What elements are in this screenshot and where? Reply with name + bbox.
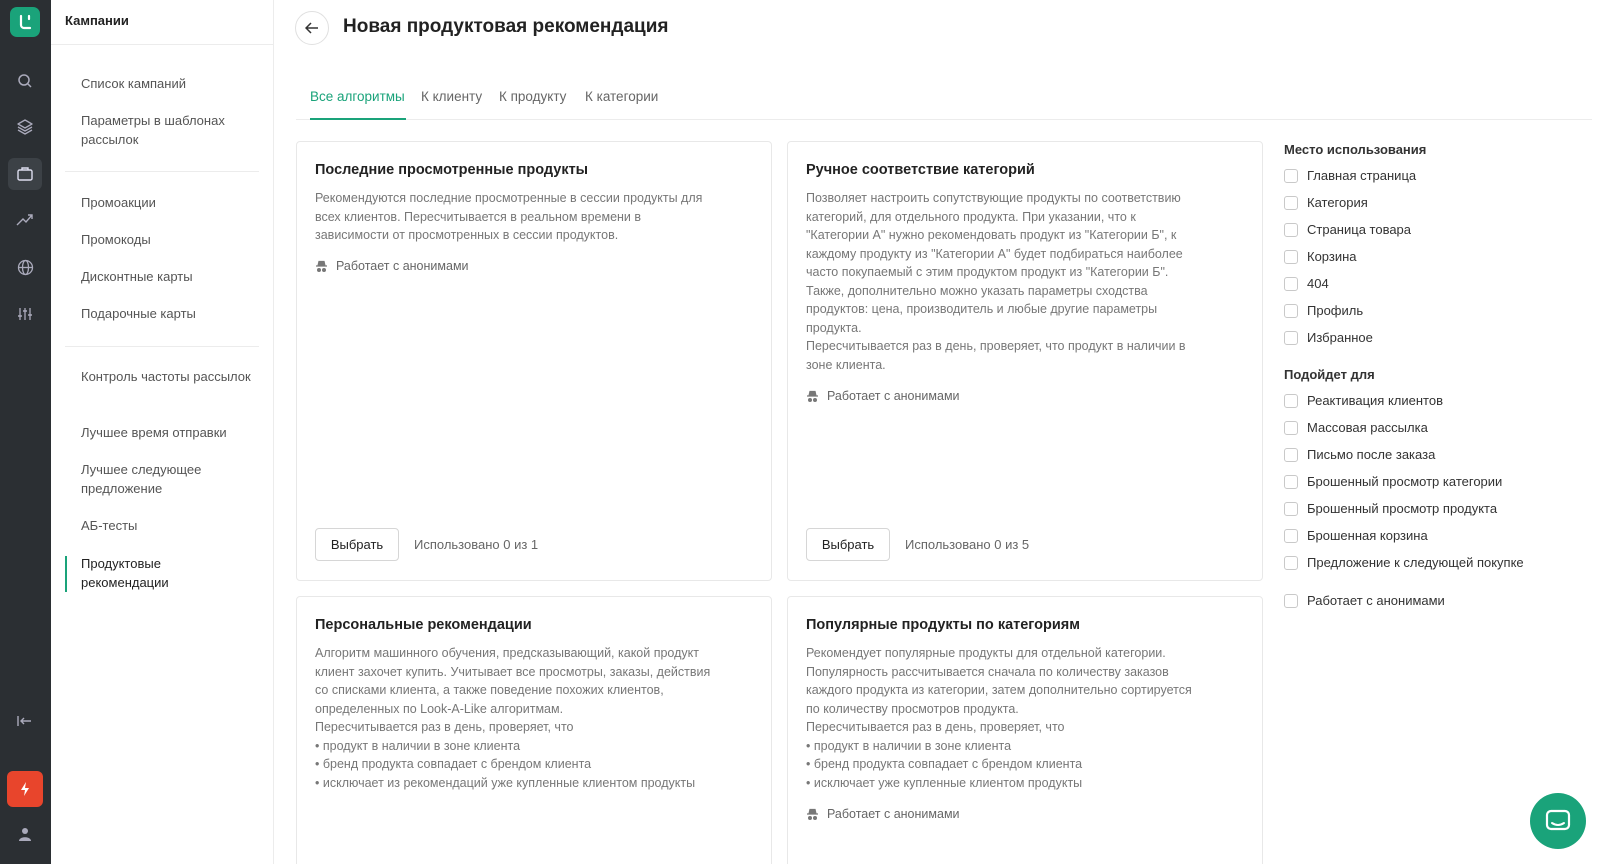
checkbox[interactable] [1284,250,1298,264]
sidebar-item-product-recommendations[interactable]: Продуктовые рекомендации [81,556,169,590]
trend-icon[interactable] [13,208,37,232]
sidebar-item-template-params[interactable]: Параметры в шаблонах рассылок [81,113,225,147]
checkbox[interactable] [1284,277,1298,291]
sidebar-item-discount-cards[interactable]: Дисконтные карты [81,269,193,284]
incognito-icon [806,390,819,403]
active-tab-underline [310,118,406,120]
campaigns-sidebar [51,0,274,864]
incognito-icon [315,260,328,273]
checkbox[interactable] [1284,475,1298,489]
filter-label: Брошенный просмотр продукта [1307,501,1498,516]
anonymous-label: Работает с анонимами [827,807,960,821]
algorithm-card [296,596,772,864]
filter-label: Предложение к следующей покупке [1307,555,1524,570]
briefcase-icon[interactable] [8,158,42,190]
filter-option[interactable] [1284,168,1416,183]
select-button[interactable]: Выбрать [315,528,399,561]
filter-option[interactable] [1284,222,1411,237]
sidebar-divider [65,346,259,347]
filter-option[interactable] [1284,195,1368,210]
search-icon[interactable] [13,69,37,93]
usage-counter: Использовано 0 из 1 [414,537,539,552]
sidebar-item-next-best-offer[interactable]: Лучшее следующее предложение [81,462,202,496]
anonymous-badge [806,389,960,403]
card-title: Популярные продукты по категориям [806,617,1080,633]
checkbox[interactable] [1284,448,1298,462]
card-description: Алгоритм машинного обучения, предсказывающий, какой продукт клиент захочет купить. Учитывает все просмотры, заказы, действия со списками клиента, а также поведение похожих клиентов, определенных по Look-A-Like алгоритмам. Пересчитывается раз в день, проверяет, что • продукт в наличии в зоне клиента • бренд продукта совпадает с брендом клиента • исключает из рекомендаций уже купленные клиентом продукты [315,646,711,790]
filter-option[interactable] [1284,474,1502,489]
collapse-icon[interactable] [13,709,37,733]
card-title: Персональные рекомендации [315,617,532,633]
usage-counter: Использовано 0 из 5 [905,537,1030,552]
filter-label: Профиль [1307,303,1364,318]
checkbox[interactable] [1284,196,1298,210]
tab-to-category[interactable]: К категории [585,89,659,104]
filter-option-anonymous[interactable] [1284,593,1445,608]
checkbox[interactable] [1284,223,1298,237]
filter-label: 404 [1307,276,1329,291]
globe-icon[interactable] [13,255,37,279]
card-title: Ручное соответствие категорий [806,162,1035,178]
checkbox[interactable] [1284,502,1298,516]
filter-option[interactable] [1284,249,1357,264]
checkbox[interactable] [1284,421,1298,435]
filter-option[interactable] [1284,555,1524,570]
user-icon[interactable] [13,822,37,846]
filter-label: Категория [1307,195,1368,210]
checkbox[interactable] [1284,394,1298,408]
sidebar-item-gift-cards[interactable]: Подарочные карты [81,306,196,321]
filter-label: Страница товара [1307,222,1412,237]
logo-icon[interactable] [10,7,40,37]
sidebar-divider [65,171,259,172]
filter-option[interactable] [1284,330,1373,345]
filter-option[interactable] [1284,501,1497,516]
algorithm-card [296,141,772,581]
usage-filter-title: Место использования [1284,142,1427,157]
checkbox[interactable] [1284,594,1298,608]
filter-option[interactable] [1284,528,1428,543]
checkbox[interactable] [1284,304,1298,318]
sidebar-item-ab-tests[interactable]: АБ-тесты [81,518,138,533]
app-rail [0,0,51,864]
checkbox[interactable] [1284,169,1298,183]
filter-option[interactable] [1284,420,1428,435]
filter-option[interactable] [1284,303,1363,318]
select-button[interactable]: Выбрать [806,528,890,561]
filter-label: Главная страница [1307,168,1417,183]
checkbox[interactable] [1284,529,1298,543]
sidebar-item-frequency-control[interactable]: Контроль частоты рассылок [81,369,251,384]
filter-option[interactable] [1284,393,1443,408]
card-description: Позволяет настроить сопутствующие продукты по соответствию категорий, для отдельного продукта. При указании, что к "Категории А" нужно рекомендовать продукт из "Категории Б", к каждому продукту из "Категории А" будет подбираться наиболее часто покупаемый с этим продуктом продукт из "Категории Б". Также, дополнительно можно указать параметры сходства продуктов: цена, производитель и любые другие параметры продукта. Пересчитывается раз в день, проверяет, что продукт в наличии в зоне клиента. [806,191,1186,372]
sidebar-item-promocodes[interactable]: Промокоды [81,232,151,247]
incognito-icon [806,808,819,821]
card-description: Рекомендуются последние просмотренные в сессии продукты для всех клиентов. Пересчитывается в реальном времени в зависимости от просмотренных в сессии продуктов. [315,191,703,242]
checkbox[interactable] [1284,556,1298,570]
card-description: Рекомендует популярные продукты для отдельной категории. Популярность рассчитывается сначала по количеству заказов каждого продукта из категории, затем дополнительно сортируется по количеству просмотров продукта. Пересчитывается раз в день, проверяет, что • продукт в наличии в зоне клиента • бренд продукта совпадает с брендом клиента • исключает уже купленные клиентом продукты [806,646,1192,790]
card-title: Последние просмотренные продукты [315,162,589,178]
sidebar-item-best-send-time[interactable]: Лучшее время отправки [81,425,227,440]
sidebar-item-promos[interactable]: Промоакции [81,195,156,210]
bolt-icon[interactable] [7,771,43,807]
active-indicator [65,556,67,592]
filter-label: Брошенная корзина [1307,528,1428,543]
filter-option[interactable] [1284,447,1435,462]
sliders-icon[interactable] [13,302,37,326]
filter-label: Работает с анонимами [1307,593,1445,608]
arrow-left-icon [305,22,319,34]
chat-icon [1545,809,1571,833]
algorithm-tabs [296,86,1592,120]
tab-all-algorithms[interactable]: Все алгоритмы [310,89,405,104]
chat-button[interactable] [1530,793,1586,849]
filter-label: Избранное [1307,330,1373,345]
fit-filter-title: Подойдет для [1284,367,1375,382]
anonymous-badge [806,807,960,821]
filter-label: Массовая рассылка [1307,420,1428,435]
filter-label: Письмо после заказа [1307,447,1436,462]
tab-to-client[interactable]: К клиенту [421,89,483,104]
filter-label: Корзина [1307,249,1357,264]
page-title: Новая продуктовая рекомендация [343,16,669,37]
anonymous-badge [315,259,469,273]
sidebar-item-campaign-list[interactable]: Список кампаний [81,76,186,91]
filter-label: Реактивация клиентов [1307,393,1443,408]
anonymous-label: Работает с анонимами [827,389,960,403]
tab-to-product[interactable]: К продукту [499,89,567,104]
algorithm-card [787,596,1263,864]
anonymous-label: Работает с анонимами [336,259,469,273]
back-button[interactable] [295,11,329,45]
algorithm-card [787,141,1263,581]
layers-icon[interactable] [13,115,37,139]
filter-option[interactable] [1284,276,1329,291]
checkbox[interactable] [1284,331,1298,345]
filter-label: Брошенный просмотр категории [1307,474,1503,489]
sidebar-title: Кампании [51,0,273,45]
